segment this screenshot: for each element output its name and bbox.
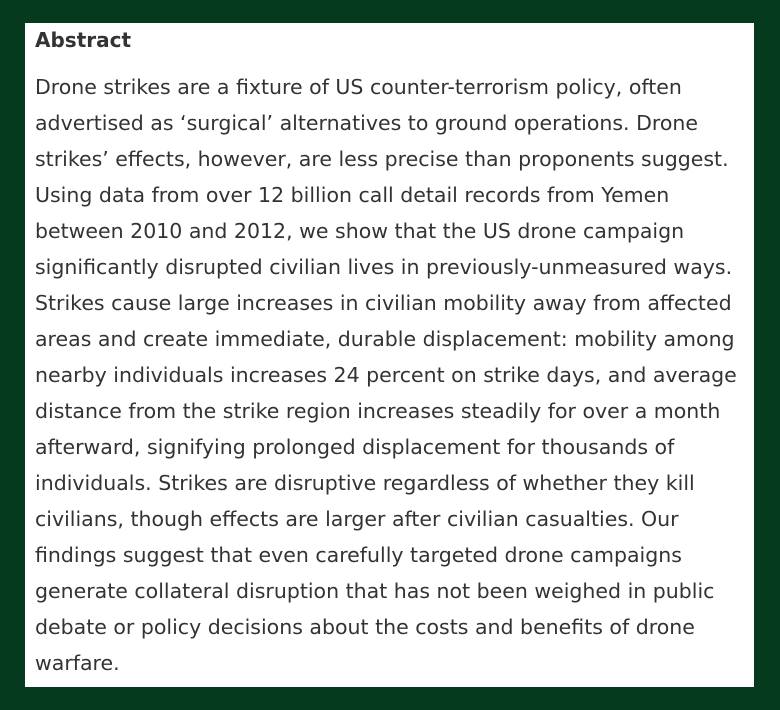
abstract-line: warfare. (35, 651, 120, 675)
abstract-line: individuals. Strikes are disruptive regardless of whether they kill (35, 471, 695, 495)
abstract-line: advertised as ‘surgical’ alternatives to ground operations. Drone (35, 111, 698, 135)
abstract-line: debate or policy decisions about the costs and benefits of drone (35, 615, 695, 639)
abstract-line: generate collateral disruption that has not been weighed in public (35, 579, 715, 603)
abstract-line: afterward, signifying prolonged displacement for thousands of (35, 435, 675, 459)
abstract-line: Using data from over 12 billion call detail records from Yemen (35, 183, 670, 207)
abstract-line: nearby individuals increases 24 percent on strike days, and average (35, 363, 737, 387)
abstract-line: significantly disrupted civilian lives in previously-unmeasured ways. (35, 255, 733, 279)
abstract-line: areas and create immediate, durable displacement: mobility among (35, 327, 735, 351)
abstract-panel (25, 23, 754, 687)
abstract-line: distance from the strike region increases steadily for over a month (35, 399, 721, 423)
abstract-line: between 2010 and 2012, we show that the US drone campaign (35, 219, 685, 243)
abstract-body (35, 69, 754, 681)
abstract-heading: Abstract (35, 28, 132, 52)
abstract-line: Drone strikes are a fixture of US counter-terrorism policy, often (35, 75, 682, 99)
abstract-line: civilians, though effects are larger after civilian casualties. Our (35, 507, 679, 531)
abstract-line: Strikes cause large increases in civilian mobility away from affected (35, 291, 732, 315)
abstract-line: findings suggest that even carefully targeted drone campaigns (35, 543, 682, 567)
abstract-line: strikes’ effects, however, are less precise than proponents suggest. (35, 147, 729, 171)
